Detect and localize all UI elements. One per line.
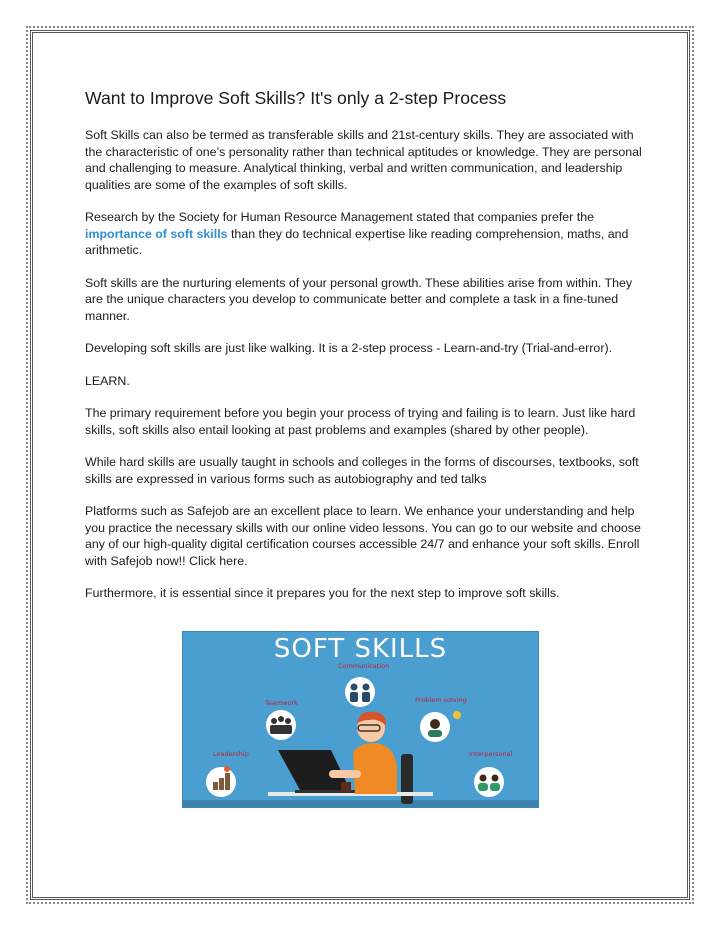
research-text-after: than they do technical expertise like reading comprehension, maths, and arithmetic. <box>85 226 629 257</box>
teamwork-bodies-icon <box>270 725 292 734</box>
paragraph-requirement: The primary requirement before you begin your process of trying and failing is to learn. Just like hard skills, soft skills also entail looking at past problems and examples (shared by other people). <box>85 406 636 437</box>
lightbulb-icon <box>453 711 461 719</box>
person-shirt-icon <box>353 743 397 794</box>
leadership-step-1-icon <box>213 782 218 790</box>
interpersonal-body-left-icon <box>478 783 488 791</box>
label-teamwork: Teamwork <box>265 699 298 707</box>
teamwork-person-1-icon <box>271 718 277 724</box>
paragraph-walking: Developing soft skills are just like walking. It is a 2-step process - Learn-and-try (Trial-and-error). <box>85 341 613 355</box>
paragraph-nurturing: Soft skills are the nurturing elements of your personal growth. These abilities arise from within. They are the unique characters you develop to communicate better and complete a task in a fine-tuned manner. <box>85 275 633 323</box>
paragraph-learn-heading: LEARN. <box>85 373 130 388</box>
interpersonal-person-left-icon <box>480 775 487 782</box>
document-title: Want to Improve Soft Skills? It's only a 2-step Process <box>85 88 507 108</box>
illustration-heading: SOFT SKILLS <box>273 634 448 664</box>
interpersonal-body-right-icon <box>490 783 500 791</box>
leadership-step-3-icon <box>225 773 230 790</box>
problem-solving-person-icon <box>430 719 440 729</box>
communication-body-left-icon <box>350 692 358 702</box>
leadership-step-2-icon <box>219 778 224 790</box>
paragraph-furthermore: Furthermore, it is essential since it prepares you for the next step to improve soft skills. <box>85 586 560 600</box>
leadership-person-icon <box>224 766 230 772</box>
problem-solving-body-icon <box>428 730 442 737</box>
document-body <box>85 87 645 618</box>
communication-person-left-icon <box>351 684 358 691</box>
paragraph-hard-skills: While hard skills are usually taught in schools and colleges in the forms of discourses, textbooks, soft skills are expressed in various forms such as autobiography and ted talks <box>85 455 639 486</box>
label-problem-solving: Problem solving <box>415 696 467 704</box>
communication-person-right-icon <box>363 684 370 691</box>
teamwork-person-2-icon <box>278 716 284 722</box>
floor-shape <box>183 800 538 807</box>
interpersonal-icon <box>474 767 504 797</box>
label-communication: Communication <box>338 662 390 670</box>
paragraph-research <box>85 209 645 259</box>
label-leadership: Leadership <box>213 750 249 758</box>
chair-icon <box>401 754 413 804</box>
communication-icon <box>345 677 375 707</box>
interpersonal-person-right-icon <box>492 775 499 782</box>
label-interpersonal: Interpersonal <box>469 750 513 758</box>
coffee-mug-icon <box>341 782 351 792</box>
communication-body-right-icon <box>362 692 370 702</box>
person-arm-icon <box>329 770 361 778</box>
paragraph-platforms: Platforms such as Safejob are an excellent place to learn. We enhance your understanding and help you practice the necessary skills with our online video lessons. You can go to our website and choose any of our high-quality digital certification courses accessible 24/7 and enhance your soft skills. Enroll with Safejob now!! Click here. <box>85 504 641 568</box>
laptop-base-icon <box>295 790 365 793</box>
importance-of-soft-skills-link[interactable]: importance of soft skills <box>85 226 228 241</box>
teamwork-person-3-icon <box>285 718 291 724</box>
paragraph-intro: Soft Skills can also be termed as transferable skills and 21st-century skills. They are associated with the characteristic of one’s personality rather than technical aptitudes or knowledge. They are personal and challenging to measure. Analytical thinking, verbal and written communication, and leadership qualities are some of the examples of soft skills. <box>85 128 642 192</box>
research-text-before: Research by the Society for Human Resource Management stated that companies prefer the <box>85 210 594 224</box>
soft-skills-illustration <box>182 631 539 808</box>
